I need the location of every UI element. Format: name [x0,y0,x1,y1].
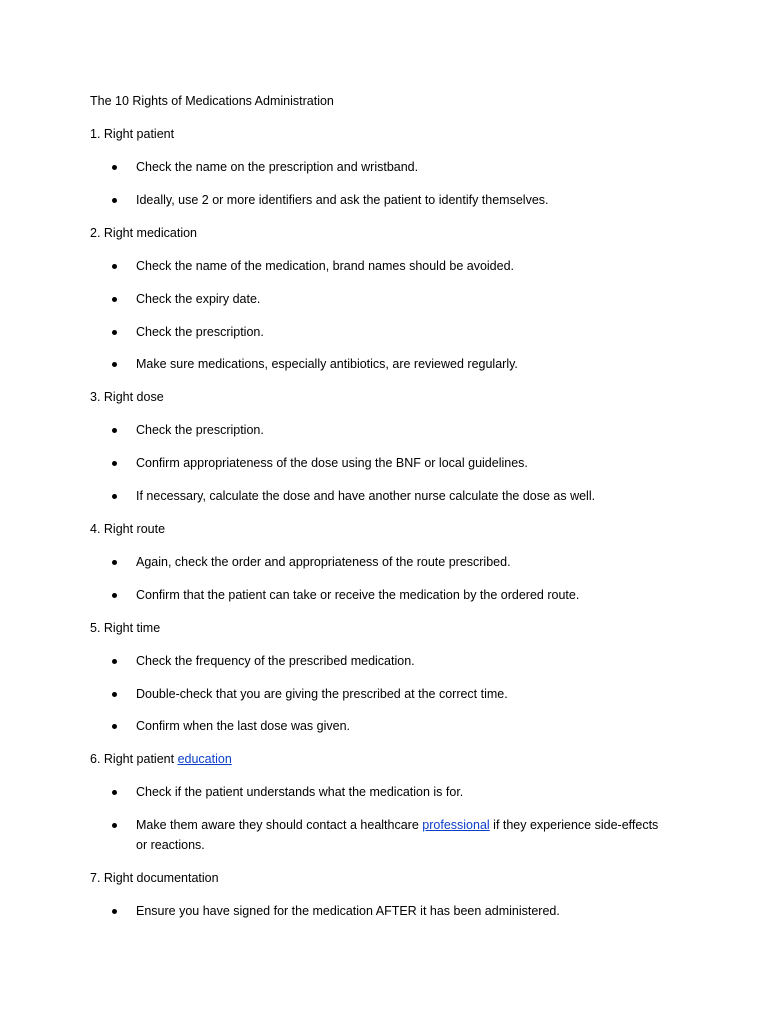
professional-link[interactable]: professional [422,818,490,832]
bullet-icon [112,909,117,914]
bullet-icon [112,165,117,170]
list-item: If necessary, calculate the dose and have another nurse calculate the dose as well. [136,489,596,503]
bullet-icon [112,198,117,203]
bullet-icon [112,692,117,697]
bullet-icon [112,593,117,598]
bullet-icon [112,659,117,664]
list-item: Confirm when the last dose was given. [136,719,350,733]
bullet-icon [112,494,117,499]
section-heading-right-medication: 2. Right medication [90,226,198,240]
bullet-icon [112,428,117,433]
bullet-icon [112,790,117,795]
bullet-icon [112,297,117,302]
list-item: Make sure medications, especially antibiotics, are reviewed regularly. [136,357,518,371]
section-heading-right-route: 4. Right route [90,522,166,536]
bullet-icon [112,823,117,828]
section-heading-text: 6. Right patient [90,752,178,766]
bullet-icon [112,560,117,565]
bullet-icon [112,724,117,729]
section-heading-right-patient: 1. Right patient [90,127,175,141]
list-item: Check if the patient understands what the medication is for. [136,785,464,799]
document-title: The 10 Rights of Medications Administration [90,94,334,108]
list-item-text: if they experience side-effects [489,818,659,832]
list-item: Check the prescription. [136,423,264,437]
list-item: Check the name of the medication, brand names should be avoided. [136,259,515,273]
education-link[interactable]: education [177,752,232,766]
bullet-icon [112,461,117,466]
bullet-icon [112,362,117,367]
list-item: Check the name on the prescription and wristband. [136,160,419,174]
list-item-text: Make them aware they should contact a healthcare [136,818,423,832]
section-heading-right-dose: 3. Right dose [90,390,164,404]
list-item: Ideally, use 2 or more identifiers and ask the patient to identify themselves. [136,193,549,207]
list-item-continuation: or reactions. [136,838,205,852]
list-item: Double-check that you are giving the prescribed at the correct time. [136,687,508,701]
section-heading-right-documentation: 7. Right documentation [90,871,219,885]
list-item: Check the expiry date. [136,292,261,306]
list-item: Confirm that the patient can take or receive the medication by the ordered route. [136,588,580,602]
bullet-icon [112,330,117,335]
list-item [136,816,658,835]
bullet-icon [112,264,117,269]
list-item: Check the frequency of the prescribed medication. [136,654,415,668]
section-heading-right-patient-education [90,750,232,769]
list-item: Confirm appropriateness of the dose using the BNF or local guidelines. [136,456,528,470]
list-item: Check the prescription. [136,325,264,339]
list-item: Again, check the order and appropriateness of the route prescribed. [136,555,511,569]
list-item: Ensure you have signed for the medication AFTER it has been administered. [136,904,560,918]
section-heading-right-time: 5. Right time [90,621,161,635]
